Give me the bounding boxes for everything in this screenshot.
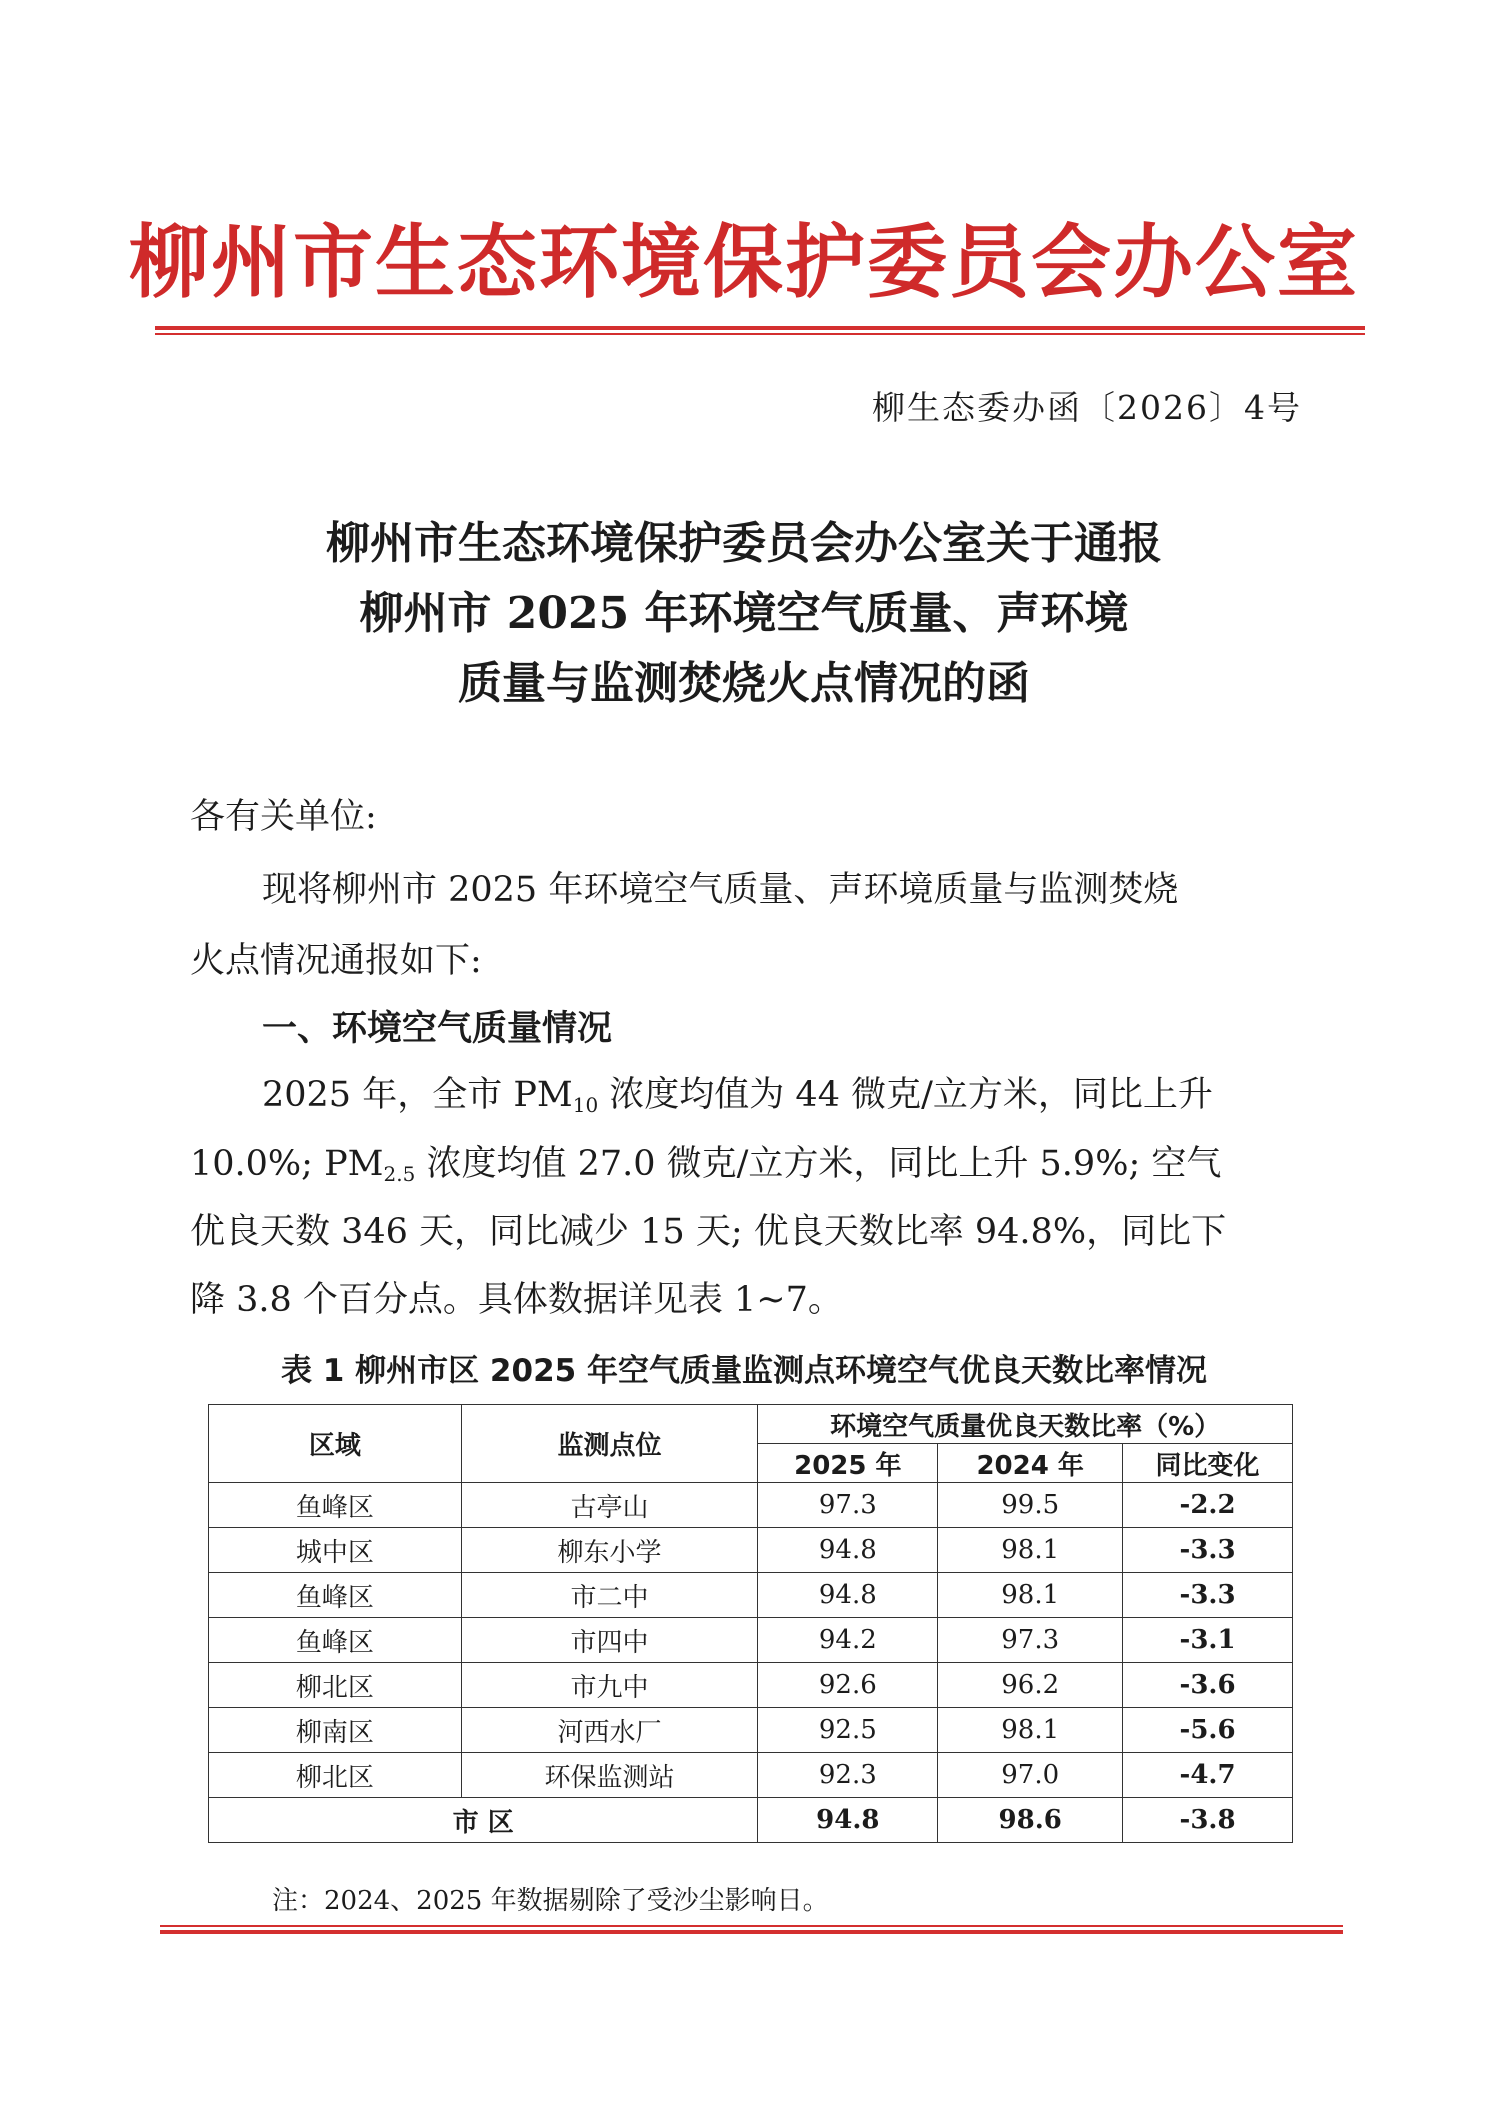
cell-site: 柳东小学 — [461, 1528, 758, 1573]
cell-change: -3.3 — [1123, 1528, 1293, 1573]
table-caption: 表 1 柳州市区 2025 年空气质量监测点环境空气优良天数比率情况 — [280, 1353, 1208, 1389]
header-change: 同比变化 — [1123, 1444, 1293, 1483]
cell-2025: 92.6 — [758, 1663, 938, 1708]
title-line-1: 柳州市生态环境保护委员会办公室关于通报 — [326, 518, 1162, 569]
cell-2024: 97.0 — [938, 1753, 1123, 1798]
cell-2024: 97.3 — [938, 1618, 1123, 1663]
table-note: 注：2024、2025 年数据剔除了受沙尘影响日。 — [272, 1886, 829, 1916]
intro-line-2: 火点情况通报如下: — [190, 941, 482, 981]
cell-site: 市二中 — [461, 1573, 758, 1618]
cell-change: -4.7 — [1123, 1753, 1293, 1798]
title-line-2: 柳州市 2025 年环境空气质量、声环境 — [359, 588, 1129, 639]
cell-change: -5.6 — [1123, 1708, 1293, 1753]
paragraph-line-1: 2025 年，全市 $PM_{10}$ 浓度均值为 44 微克/立方米，同比上升 — [262, 1075, 1213, 1117]
total-2025: 94.8 — [758, 1798, 938, 1843]
table-row — [209, 1618, 1293, 1663]
footer-rule-bottom — [160, 1930, 1343, 1934]
cell-site: 市四中 — [461, 1618, 758, 1663]
footer-rule-top — [160, 1925, 1343, 1927]
cell-region: 柳北区 — [209, 1753, 462, 1798]
total-change: -3.8 — [1123, 1798, 1293, 1843]
salutation: 各有关单位: — [190, 797, 377, 837]
cell-2025: 94.8 — [758, 1528, 938, 1573]
cell-2025: 97.3 — [758, 1483, 938, 1528]
cell-2025: 92.3 — [758, 1753, 938, 1798]
header-rate-group: 环境空气质量优良天数比率（%） — [758, 1405, 1293, 1444]
cell-2024: 98.1 — [938, 1528, 1123, 1573]
cell-change: -2.2 — [1123, 1483, 1293, 1528]
title-line-3: 质量与监测焚烧火点情况的函 — [458, 658, 1030, 709]
table-row — [209, 1663, 1293, 1708]
table-row — [209, 1753, 1293, 1798]
table-row — [209, 1528, 1293, 1573]
cell-2025: 94.2 — [758, 1618, 938, 1663]
cell-region: 城中区 — [209, 1528, 462, 1573]
cell-region: 柳北区 — [209, 1663, 462, 1708]
cell-site: 河西水厂 — [461, 1708, 758, 1753]
header-rule-bottom — [155, 333, 1365, 335]
cell-change: -3.6 — [1123, 1663, 1293, 1708]
total-2024: 98.6 — [938, 1798, 1123, 1843]
header-region: 区域 — [209, 1405, 462, 1483]
cell-site: 环保监测站 — [461, 1753, 758, 1798]
cell-change: -3.3 — [1123, 1573, 1293, 1618]
header-2025: 2025 年 — [758, 1444, 938, 1483]
table-row — [209, 1483, 1293, 1528]
paragraph-line-4: 降 3.8 个百分点。具体数据详见表 1~7。 — [190, 1280, 843, 1320]
cell-2025: 92.5 — [758, 1708, 938, 1753]
cell-2025: 94.8 — [758, 1573, 938, 1618]
total-label: 市 区 — [209, 1798, 758, 1843]
cell-region: 鱼峰区 — [209, 1483, 462, 1528]
cell-site: 市九中 — [461, 1663, 758, 1708]
table-row — [209, 1708, 1293, 1753]
paragraph-line-2: 10.0%; $PM_{2.5}$ 浓度均值 27.0 微克/立方米，同比上升 5.9%; 空气 — [190, 1144, 1222, 1186]
header-site: 监测点位 — [461, 1405, 758, 1483]
air-quality-table — [208, 1404, 1293, 1843]
cell-region: 柳南区 — [209, 1708, 462, 1753]
cell-change: -3.1 — [1123, 1618, 1293, 1663]
cell-2024: 98.1 — [938, 1708, 1123, 1753]
cell-2024: 99.5 — [938, 1483, 1123, 1528]
paragraph-line-3: 优良天数 346 天，同比减少 15 天; 优良天数比率 94.8%，同比下 — [190, 1212, 1227, 1252]
table-total-row — [209, 1798, 1293, 1843]
table-row — [209, 1573, 1293, 1618]
cell-site: 古亭山 — [461, 1483, 758, 1528]
intro-line-1: 现将柳州市 2025 年环境空气质量、声环境质量与监测焚烧 — [262, 870, 1179, 910]
header-rule-top — [155, 326, 1365, 330]
document-number: 柳生态委办函〔2026〕4号 — [872, 388, 1302, 427]
cell-2024: 96.2 — [938, 1663, 1123, 1708]
cell-2024: 98.1 — [938, 1573, 1123, 1618]
section-heading-1: 一、环境空气质量情况 — [262, 1009, 613, 1049]
header-2024: 2024 年 — [938, 1444, 1123, 1483]
org-header: 柳州市生态环境保护委员会办公室 — [129, 215, 1359, 309]
cell-region: 鱼峰区 — [209, 1618, 462, 1663]
cell-region: 鱼峰区 — [209, 1573, 462, 1618]
